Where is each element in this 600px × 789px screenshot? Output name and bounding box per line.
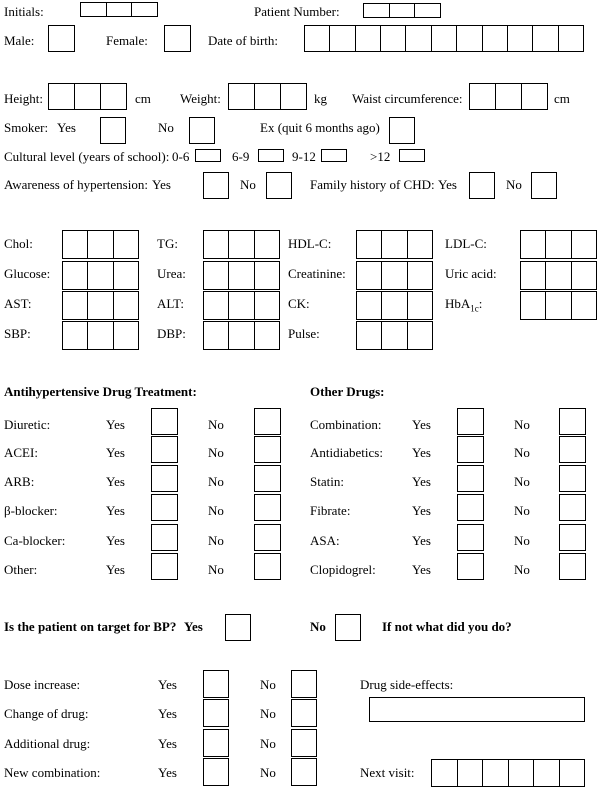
other-drug-yes-checkbox[interactable] (457, 465, 484, 492)
drug-yes-label: Yes (106, 417, 125, 432)
other-drug-no-label: No (514, 562, 530, 577)
awareness-yes-label: Yes (152, 177, 171, 192)
female-checkbox[interactable] (164, 25, 191, 52)
bp-target-no-checkbox[interactable] (335, 614, 361, 641)
smoker-no-checkbox[interactable] (189, 117, 215, 144)
height-field[interactable] (48, 83, 127, 110)
next-visit-field[interactable] (431, 759, 585, 787)
hba1c-field[interactable] (520, 291, 597, 320)
initials-label: Initials: (4, 4, 44, 19)
height-label: Height: (4, 91, 43, 106)
school-option-checkbox[interactable] (399, 149, 425, 162)
other-drug-no-label: No (514, 533, 530, 548)
smoker-no-label: No (158, 120, 174, 135)
awareness-no-label: No (240, 177, 256, 192)
pulse-label: Pulse: (288, 326, 320, 341)
action-label: Additional drug: (4, 736, 91, 751)
height-unit: cm (135, 91, 151, 106)
hba1c-label: HbA$_{1c}$: (445, 296, 483, 314)
bp-target-no-label: No (310, 619, 326, 634)
action-label: Dose increase: (4, 677, 81, 692)
antihypertensive-title: Antihypertensive Drug Treatment: (4, 384, 197, 399)
dbp-field[interactable] (203, 321, 280, 350)
alt-label: ALT: (157, 296, 185, 311)
drug-name-label: β-blocker: (4, 503, 58, 518)
other-drug-name-label: Combination: (310, 417, 382, 432)
drug-no-label: No (208, 445, 224, 460)
bp-target-yes-checkbox[interactable] (225, 614, 251, 641)
sbp-field[interactable] (62, 321, 139, 350)
other-drugs-title: Other Drugs: (310, 384, 385, 399)
action-label: New combination: (4, 765, 101, 780)
glucose-label: Glucose: (4, 266, 51, 281)
other-drug-name-label: Clopidogrel: (310, 562, 376, 577)
other-drug-yes-label: Yes (412, 417, 431, 432)
creatinine-field[interactable] (356, 261, 433, 290)
other-drug-yes-checkbox[interactable] (457, 553, 484, 580)
drug-no-label: No (208, 533, 224, 548)
other-drug-name-label: Antidiabetics: (310, 445, 383, 460)
action-no-label: No (260, 677, 276, 692)
smoker-yes-checkbox[interactable] (100, 117, 126, 144)
drug-yes-checkbox[interactable] (151, 494, 178, 521)
drug-yes-label: Yes (106, 533, 125, 548)
action-yes-label: Yes (158, 706, 177, 721)
action-label: Change of drug: (4, 706, 89, 721)
other-drug-yes-checkbox[interactable] (457, 408, 484, 435)
drug-no-checkbox[interactable] (254, 553, 281, 580)
drug-yes-checkbox[interactable] (151, 465, 178, 492)
urea-field[interactable] (203, 261, 280, 290)
school-option-label: >12 (370, 149, 391, 164)
side-effects-label: Drug side-effects: (360, 677, 454, 692)
drug-yes-checkbox[interactable] (151, 436, 178, 463)
drug-no-label: No (208, 503, 224, 518)
family-no-checkbox[interactable] (531, 172, 557, 199)
drug-yes-checkbox[interactable] (151, 408, 178, 435)
waist-label: Waist circumference: (352, 91, 463, 106)
ldl-label: LDL-C: (445, 236, 487, 251)
other-drug-yes-label: Yes (412, 562, 431, 577)
other-drug-yes-label: Yes (412, 474, 431, 489)
drug-no-checkbox[interactable] (254, 408, 281, 435)
ck-field[interactable] (356, 291, 433, 320)
uric-acid-field[interactable] (520, 261, 597, 290)
pulse-field[interactable] (356, 321, 433, 350)
uric-acid-label: Uric acid: (445, 266, 497, 281)
glucose-field[interactable] (62, 261, 139, 290)
weight-label: Weight: (180, 91, 221, 106)
action-yes-checkbox[interactable] (203, 729, 229, 757)
drug-no-label: No (208, 474, 224, 489)
dob-field[interactable] (304, 25, 584, 52)
other-drug-name-label: Statin: (310, 474, 344, 489)
smoker-ex-checkbox[interactable] (389, 117, 415, 144)
school-option-checkbox[interactable] (321, 149, 347, 162)
drug-no-label: No (208, 562, 224, 577)
initials-field[interactable] (80, 2, 158, 17)
smoker-ex-label: Ex (quit 6 months ago) (260, 120, 380, 135)
action-yes-label: Yes (158, 765, 177, 780)
action-yes-checkbox[interactable] (203, 699, 229, 727)
other-drug-name-label: Fibrate: (310, 503, 351, 518)
drug-no-checkbox[interactable] (254, 494, 281, 521)
cultural-level-label: Cultural level (years of school): (4, 149, 170, 164)
chol-field[interactable] (62, 230, 139, 259)
weight-field[interactable] (228, 83, 307, 110)
hdl-field[interactable] (356, 230, 433, 259)
drug-yes-label: Yes (106, 474, 125, 489)
other-drug-yes-checkbox[interactable] (457, 436, 484, 463)
drug-name-label: ARB: (4, 474, 35, 489)
other-drug-no-checkbox[interactable] (559, 553, 586, 580)
tg-label: TG: (157, 236, 178, 251)
other-drug-yes-label: Yes (412, 445, 431, 460)
sbp-label: SBP: (4, 326, 31, 341)
drug-name-label: Diuretic: (4, 417, 51, 432)
action-yes-checkbox[interactable] (203, 758, 229, 786)
dob-label: Date of birth: (208, 33, 279, 48)
family-history-label: Family history of CHD: (310, 177, 435, 192)
weight-unit: kg (314, 91, 327, 106)
other-drug-yes-label: Yes (412, 533, 431, 548)
drug-yes-label: Yes (106, 562, 125, 577)
family-no-label: No (506, 177, 522, 192)
side-effects-field[interactable] (369, 697, 585, 722)
urea-label: Urea: (157, 266, 186, 281)
action-no-label: No (260, 765, 276, 780)
action-no-label: No (260, 736, 276, 751)
other-drug-no-checkbox[interactable] (559, 524, 586, 551)
action-yes-label: Yes (158, 677, 177, 692)
bp-target-question: Is the patient on target for BP? (4, 619, 177, 634)
drug-yes-checkbox[interactable] (151, 553, 178, 580)
action-no-checkbox[interactable] (291, 670, 317, 698)
other-drug-yes-checkbox[interactable] (457, 524, 484, 551)
ldl-field[interactable] (520, 230, 597, 259)
action-no-checkbox[interactable] (291, 758, 317, 786)
ast-label: AST: (4, 296, 32, 311)
other-drug-no-checkbox[interactable] (559, 465, 586, 492)
action-no-checkbox[interactable] (291, 729, 317, 757)
awareness-label: Awareness of hypertension: (4, 177, 148, 192)
other-drug-no-checkbox[interactable] (559, 494, 586, 521)
action-no-label: No (260, 706, 276, 721)
school-option-label: 6-9 (232, 149, 250, 164)
school-option-label: 0-6 (172, 149, 190, 164)
other-drug-no-label: No (514, 445, 530, 460)
family-yes-checkbox[interactable] (469, 172, 495, 199)
hdl-label: HDL-C: (288, 236, 332, 251)
action-no-checkbox[interactable] (291, 699, 317, 727)
other-drug-yes-checkbox[interactable] (457, 494, 484, 521)
drug-name-label: Ca-blocker: (4, 533, 66, 548)
drug-no-checkbox[interactable] (254, 465, 281, 492)
awareness-no-checkbox[interactable] (266, 172, 292, 199)
other-drug-no-checkbox[interactable] (559, 408, 586, 435)
next-visit-label: Next visit: (360, 765, 415, 780)
drug-name-label: ACEI: (4, 445, 38, 460)
awareness-yes-checkbox[interactable] (203, 172, 229, 199)
dbp-label: DBP: (157, 326, 186, 341)
smoker-yes-label: Yes (57, 120, 76, 135)
other-drug-name-label: ASA: (310, 533, 340, 548)
other-drug-yes-label: Yes (412, 503, 431, 518)
other-drug-no-label: No (514, 503, 530, 518)
female-label: Female: (106, 33, 148, 48)
chol-label: Chol: (4, 236, 33, 251)
ck-label: CK: (288, 296, 310, 311)
if-not-question: If not what did you do? (382, 619, 512, 634)
creatinine-label: Creatinine: (288, 266, 346, 281)
other-drug-no-label: No (514, 474, 530, 489)
ast-field[interactable] (62, 291, 139, 320)
waist-unit: cm (554, 91, 570, 106)
drug-name-label: Other: (4, 562, 38, 577)
bp-target-yes-label: Yes (184, 619, 203, 634)
school-option-checkbox[interactable] (195, 149, 221, 162)
smoker-label: Smoker: (4, 120, 49, 135)
tg-field[interactable] (203, 230, 280, 259)
drug-no-label: No (208, 417, 224, 432)
drug-no-checkbox[interactable] (254, 436, 281, 463)
patient-number-label: Patient Number: (254, 4, 340, 19)
action-yes-label: Yes (158, 736, 177, 751)
school-option-label: 9-12 (292, 149, 316, 164)
waist-field[interactable] (469, 83, 548, 110)
other-drug-no-label: No (514, 417, 530, 432)
action-yes-checkbox[interactable] (203, 670, 229, 698)
school-option-checkbox[interactable] (258, 149, 284, 162)
drug-yes-label: Yes (106, 503, 125, 518)
family-yes-label: Yes (438, 177, 457, 192)
patient-number-field[interactable] (363, 3, 441, 18)
alt-field[interactable] (203, 291, 280, 320)
drug-yes-checkbox[interactable] (151, 524, 178, 551)
drug-yes-label: Yes (106, 445, 125, 460)
male-label: Male: (4, 33, 35, 48)
male-checkbox[interactable] (48, 25, 75, 52)
other-drug-no-checkbox[interactable] (559, 436, 586, 463)
drug-no-checkbox[interactable] (254, 524, 281, 551)
